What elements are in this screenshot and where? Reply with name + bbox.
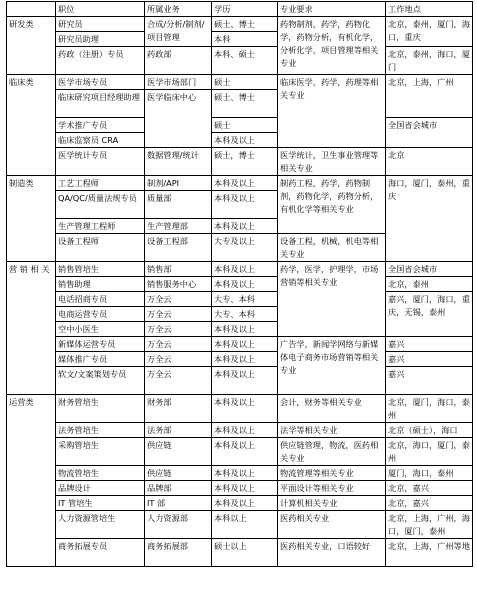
department-cell: 万全云: [145, 322, 212, 337]
education-cell: 本科及以上: [212, 438, 278, 466]
table-row: [7, 438, 473, 466]
position-cell: 医学统计专员: [56, 148, 145, 176]
table-row: [7, 481, 473, 496]
location-cell: 嘉兴: [386, 367, 473, 395]
position-cell: 电话招商专员: [56, 292, 145, 307]
position-cell: 采购管培生: [56, 438, 145, 466]
location-cell: 北京，泰州，海口，厦门: [386, 47, 473, 75]
recruitment-table: [6, 1, 473, 567]
education-cell: 本科及以上: [212, 423, 278, 438]
table-row: [7, 47, 473, 75]
education-cell: 本科及以上: [212, 496, 278, 511]
location-cell: 北京，嘉兴: [386, 496, 473, 511]
department-cell: 设备工程部: [145, 234, 212, 262]
department-cell: 合成/分析/制剂/项目管理: [145, 17, 212, 47]
table-row: [7, 337, 473, 352]
header-cell: [7, 2, 56, 17]
position-cell: 软文/文案策划专员: [56, 367, 145, 395]
department-cell: 万全云: [145, 292, 212, 307]
department-cell: 制剂/API: [145, 176, 212, 191]
major-cell: 会计，财务等相关专业: [278, 395, 386, 423]
education-cell: 本科及以上: [212, 367, 278, 395]
location-cell: 嘉兴，厦门，海口，重庆，无锡，泰州: [386, 292, 473, 337]
major-cell: 物流管理等相关专业: [278, 466, 386, 481]
department-cell: 供应链: [145, 466, 212, 481]
department-cell: 人力资源部: [145, 511, 212, 539]
position-cell: 新媒体运营专员: [56, 337, 145, 352]
category-cell: 制造类: [7, 176, 56, 262]
location-cell: 北京，泰州，厦门，海口，重庆: [386, 17, 473, 47]
department-cell: 医学市场部门: [145, 75, 212, 90]
location-cell: 北京，泰州: [386, 277, 473, 292]
department-cell: 销售服务中心: [145, 277, 212, 292]
position-cell: 商务拓展专员: [56, 539, 145, 567]
table-row: [7, 466, 473, 481]
header-cell: 所属业务: [145, 2, 212, 17]
position-cell: 空中小医生: [56, 322, 145, 337]
header-row: [7, 2, 473, 17]
position-cell: IT 管培生: [56, 496, 145, 511]
table-row: [7, 118, 473, 133]
table-row: [7, 17, 473, 32]
department-cell: 销售部: [145, 262, 212, 277]
table-row: [7, 262, 473, 277]
major-cell: 临床医学，药学，药理等相关专业: [278, 75, 386, 148]
department-cell: 药政部: [145, 47, 212, 75]
education-cell: 本科及以上: [212, 322, 278, 337]
location-cell: 北京，海口，厦门，泰州: [386, 438, 473, 466]
major-cell: 计算机相关专业: [278, 496, 386, 511]
department-cell: 供应链: [145, 438, 212, 466]
table-row: [7, 277, 473, 292]
major-cell: 平面设计等相关专业: [278, 481, 386, 496]
department-cell: 万全云: [145, 307, 212, 322]
education-cell: 硕士、博士: [212, 90, 278, 118]
education-cell: 硕士: [212, 118, 278, 133]
education-cell: 本科以上: [212, 511, 278, 539]
position-cell: 物流管培生: [56, 466, 145, 481]
location-cell: 北京，厦门，海口，泰州: [386, 395, 473, 423]
category-cell: 临床类: [7, 75, 56, 176]
position-cell: 学术推广专员: [56, 118, 145, 133]
position-cell: 销售助理: [56, 277, 145, 292]
department-cell: 质量部: [145, 191, 212, 219]
position-cell: QA/QC/质量法规专员: [56, 191, 145, 219]
education-cell: 本科及以上: [212, 352, 278, 367]
table-row: [7, 352, 473, 367]
education-cell: 本科及以上: [212, 395, 278, 423]
department-cell: IT 部: [145, 496, 212, 511]
position-cell: 研究员: [56, 17, 145, 32]
position-cell: 研究员助理: [56, 32, 145, 47]
department-cell: 万全云: [145, 337, 212, 352]
header-cell: 专业要求: [278, 2, 386, 17]
education-cell: 本科、硕士: [212, 47, 278, 75]
table-row: [7, 423, 473, 438]
major-cell: 医药相关专业: [278, 511, 386, 539]
location-cell: 北京，上海，广州，海口，厦门，泰州: [386, 511, 473, 539]
education-cell: 本科及以上: [212, 337, 278, 352]
table-row: [7, 148, 473, 176]
department-cell: 品牌部: [145, 481, 212, 496]
table-row: [7, 539, 473, 567]
major-cell: 供应链管理，物流，医药相关专业: [278, 438, 386, 466]
department-cell: 医学临床中心: [145, 90, 212, 148]
education-cell: 本科及以上: [212, 219, 278, 234]
location-cell: 北京（硕士），海口: [386, 423, 473, 438]
position-cell: 媒体推广专员: [56, 352, 145, 367]
position-cell: 人力资源管培生: [56, 511, 145, 539]
department-cell: 商务拓展部: [145, 539, 212, 567]
position-cell: 临床监察员 CRA: [56, 133, 145, 148]
location-cell: 海口，厦门，泰州，重庆: [386, 176, 473, 262]
department-cell: 生产管理部: [145, 219, 212, 234]
location-cell: 北京: [386, 148, 473, 176]
education-cell: 硕士: [212, 75, 278, 90]
category-cell: 营 销 相 关: [7, 262, 56, 395]
department-cell: 数据管理/统计: [145, 148, 212, 176]
recruitment-table-page: [6, 1, 472, 607]
table-row: [7, 75, 473, 90]
department-cell: 法务部: [145, 423, 212, 438]
education-cell: 大专、本科: [212, 307, 278, 322]
position-cell: 临床研究项目经理助理: [56, 90, 145, 118]
major-cell: 制药工程，药学，药物制剂，药物化学，药物分析，有机化学等相关专业: [278, 176, 386, 234]
education-cell: 本科及以上: [212, 191, 278, 219]
header-cell: 学历: [212, 2, 278, 17]
education-cell: 本科及以上: [212, 481, 278, 496]
category-cell: 研发类: [7, 17, 56, 75]
education-cell: 本科及以上: [212, 133, 278, 148]
position-cell: 设备工程师: [56, 234, 145, 262]
department-cell: 万全云: [145, 367, 212, 395]
position-cell: 财务管培生: [56, 395, 145, 423]
education-cell: 本科及以上: [212, 262, 278, 277]
position-cell: 法务管培生: [56, 423, 145, 438]
position-cell: 药政（注册）专员: [56, 47, 145, 75]
department-cell: 万全云: [145, 352, 212, 367]
position-cell: 生产管理工程师: [56, 219, 145, 234]
position-cell: 医学市场专员: [56, 75, 145, 90]
position-cell: 工艺工程师: [56, 176, 145, 191]
education-cell: 大专及以上: [212, 234, 278, 262]
table-row: [7, 292, 473, 307]
education-cell: 本科及以上: [212, 277, 278, 292]
major-cell: 法学等相关专业: [278, 423, 386, 438]
major-cell: 设备工程，机械，机电等相关专业: [278, 234, 386, 262]
location-cell: 全国省会城市: [386, 118, 473, 148]
location-cell: 北京，嘉兴: [386, 481, 473, 496]
education-cell: 本科及以上: [212, 176, 278, 191]
location-cell: 厦门，海口，泰州: [386, 466, 473, 481]
position-cell: 电商运营专员: [56, 307, 145, 322]
table-row: [7, 496, 473, 511]
position-cell: 销售管培生: [56, 262, 145, 277]
table-row: [7, 511, 473, 539]
category-cell: 运营类: [7, 395, 56, 567]
major-cell: 医学统计，卫生事业管理等相关专业: [278, 148, 386, 176]
table-row: [7, 367, 473, 395]
location-cell: 嘉兴: [386, 352, 473, 367]
major-cell: 药物制剂，药学，药物化学，药物分析，有机化学，分析化学，项目管理等相关专业: [278, 17, 386, 75]
major-cell: 药学，医学，护理学，市场营销等相关专业: [278, 262, 386, 337]
location-cell: 北京，上海，广州等地: [386, 539, 473, 567]
major-cell: 医药相关专业，口语较好: [278, 539, 386, 567]
position-cell: 品牌设计: [56, 481, 145, 496]
major-cell: 广告学，新闻学网络与新媒体电子商务市场营销等相关专业: [278, 337, 386, 395]
location-cell: 嘉兴: [386, 337, 473, 352]
education-cell: 硕士、博士: [212, 17, 278, 32]
location-cell: 北京，上海，广州: [386, 75, 473, 118]
table-row: [7, 395, 473, 423]
department-cell: 财务部: [145, 395, 212, 423]
education-cell: 硕士以上: [212, 539, 278, 567]
table-row: [7, 176, 473, 191]
education-cell: 本科及以上: [212, 466, 278, 481]
location-cell: 全国省会城市: [386, 262, 473, 277]
header-cell: 工作地点: [386, 2, 473, 17]
header-cell: 职位: [56, 2, 145, 17]
education-cell: 本科: [212, 32, 278, 47]
education-cell: 大专、本科: [212, 292, 278, 307]
education-cell: 硕士，博士: [212, 148, 278, 176]
